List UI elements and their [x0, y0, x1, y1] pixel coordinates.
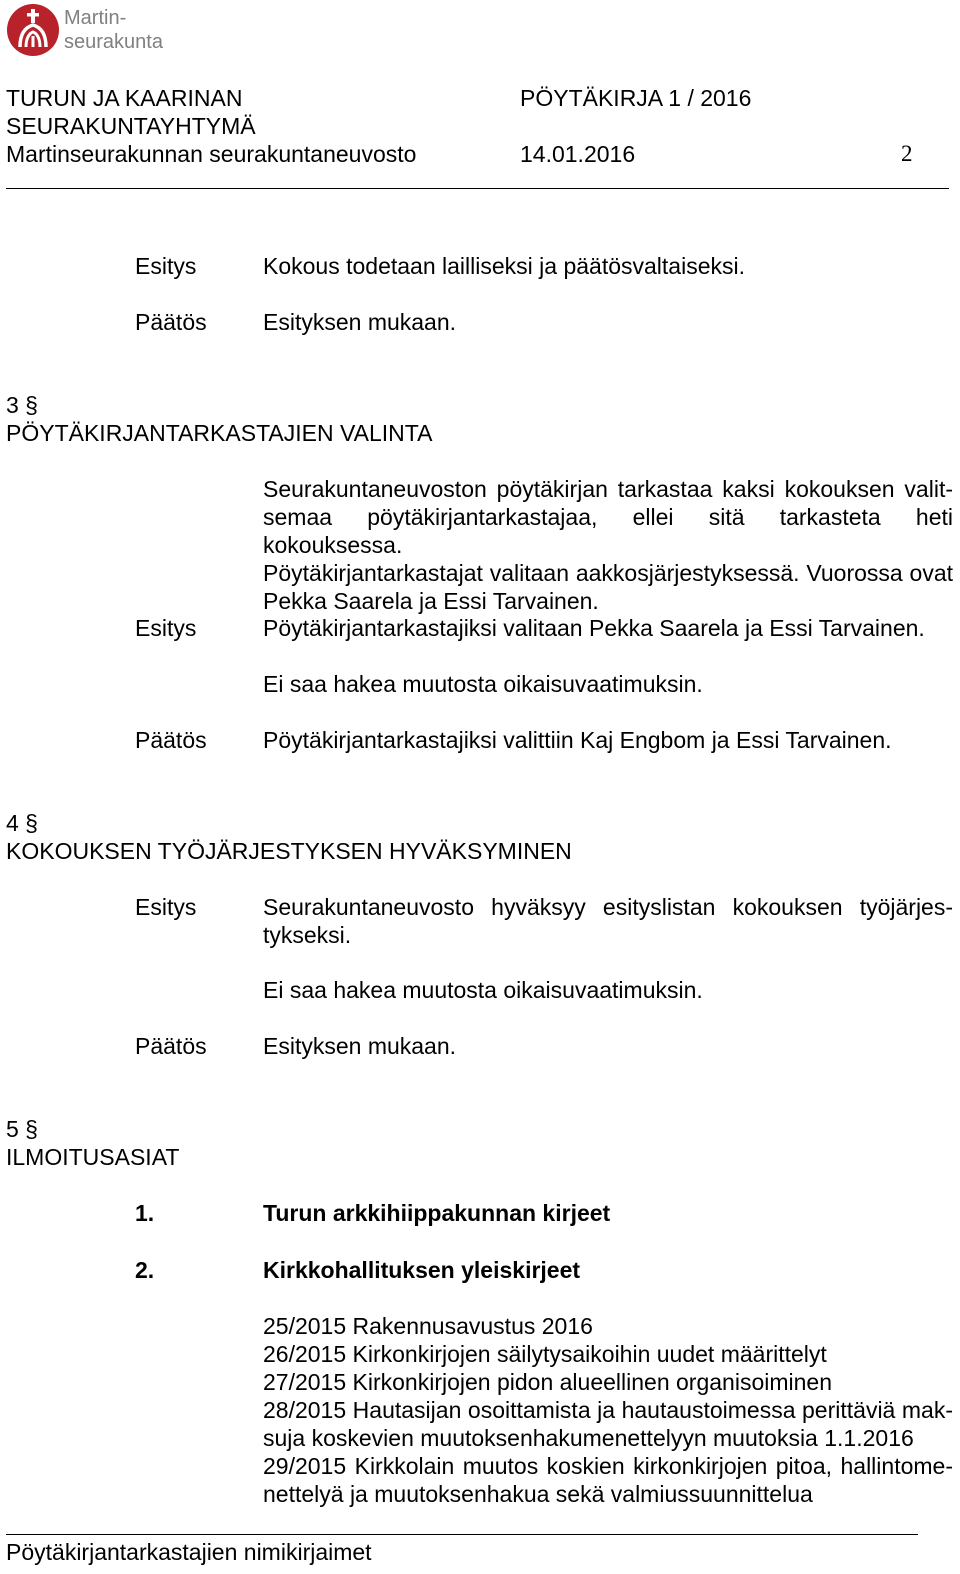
esitys-text: Kokous todetaan lailliseksi ja päätösvaltaiseksi.: [263, 253, 745, 279]
list-item-number: 1.: [135, 1200, 155, 1226]
circular-letter: suja koskevien muutoksenhakumenettelyyn muutoksia 1.1.2016: [263, 1425, 914, 1451]
logo: [6, 3, 186, 57]
document-title: PÖYTÄKIRJA 1 / 2016: [520, 85, 752, 111]
section-4-title: KOKOUKSEN TYÖJÄRJESTYKSEN HYVÄKSYMINEN: [6, 838, 572, 864]
esitys-line: tykseksi.: [263, 922, 352, 948]
section-5-title: ILMOITUSASIAT: [6, 1144, 180, 1170]
paatos-text: Esityksen mukaan.: [263, 309, 457, 335]
footer-divider: [6, 1534, 918, 1535]
logo-wordmark: [64, 6, 163, 54]
logo-line-2: seurakunta: [64, 31, 163, 53]
paatos-label: Päätös: [135, 1033, 207, 1059]
list-item-title: Turun arkkihiippakunnan kirjeet: [263, 1200, 611, 1226]
intro-line: Seurakuntaneuvoston pöytäkirjan tarkastaa kaksi kokouksen valit-: [263, 476, 953, 502]
section-3-intro: [263, 475, 953, 615]
header-divider: [6, 188, 949, 189]
footer-text: Pöytäkirjantarkastajien nimikirjaimet: [6, 1539, 372, 1565]
meeting-date: 14.01.2016: [520, 141, 636, 167]
circular-letter: 27/2015 Kirkonkirjojen pidon alueellinen organisoiminen: [263, 1369, 832, 1395]
section-3-title: PÖYTÄKIRJANTARKASTAJIEN VALINTA: [6, 420, 433, 446]
circular-letter: 25/2015 Rakennusavustus 2016: [263, 1313, 593, 1339]
section-5-number: 5 §: [6, 1116, 38, 1142]
paatos-label: Päätös: [135, 309, 207, 335]
esitys-label: Esitys: [135, 615, 197, 641]
logo-line-1: Martin-: [64, 7, 127, 29]
list-item-title: Kirkkohallituksen yleiskirjeet: [263, 1257, 581, 1283]
intro-line: semaa pöytäkirjantarkastajaa, ellei sitä tarkasteta heti kokouksessa.: [263, 504, 953, 558]
header-org-line-3: Martinseurakunnan seurakuntaneuvosto: [6, 141, 417, 167]
section-3-number: 3 §: [6, 392, 38, 418]
circular-letter: nettelyä ja muutoksenhakua sekä valmiussuunnittelua: [263, 1481, 813, 1507]
intro-line: Pöytäkirjantarkastajat valitaan aakkosjärjestyksessä. Vuorossa ovat: [263, 560, 953, 586]
circular-letters-list: [263, 1312, 953, 1508]
section-4-number: 4 §: [6, 810, 38, 836]
page-number: 2: [901, 141, 913, 166]
header-org-line-1: TURUN JA KAARINAN: [6, 85, 243, 111]
intro-line: Pekka Saarela ja Essi Tarvainen.: [263, 588, 599, 614]
circular-letter: 28/2015 Hautasijan osoittamista ja hautaustoimessa perittäviä mak-: [263, 1397, 953, 1423]
list-item-number: 2.: [135, 1257, 155, 1283]
esitys-text: [263, 893, 953, 949]
church-logo-icon: [6, 3, 60, 57]
esitys-text: Pöytäkirjantarkastajiksi valitaan Pekka Saarela ja Essi Tarvainen.: [263, 615, 925, 641]
header-org-line-2: SEURAKUNTAYHTYMÄ: [6, 113, 256, 139]
paatos-text: Esityksen mukaan.: [263, 1033, 457, 1059]
paatos-text: Pöytäkirjantarkastajiksi valittiin Kaj Engbom ja Essi Tarvainen.: [263, 727, 892, 753]
esitys-label: Esitys: [135, 894, 197, 920]
paatos-label: Päätös: [135, 727, 207, 753]
appeal-note: Ei saa hakea muutosta oikaisuvaatimuksin.: [263, 671, 703, 697]
circular-letter: 26/2015 Kirkonkirjojen säilytysaikoihin uudet määrittelyt: [263, 1341, 827, 1367]
esitys-line: Seurakuntaneuvosto hyväksyy esityslistan kokouksen työjärjes-: [263, 894, 953, 920]
circular-letter: 29/2015 Kirkkolain muutos koskien kirkonkirjojen pitoa, hallintome-: [263, 1453, 953, 1479]
esitys-label: Esitys: [135, 253, 197, 279]
appeal-note: Ei saa hakea muutosta oikaisuvaatimuksin.: [263, 977, 703, 1003]
